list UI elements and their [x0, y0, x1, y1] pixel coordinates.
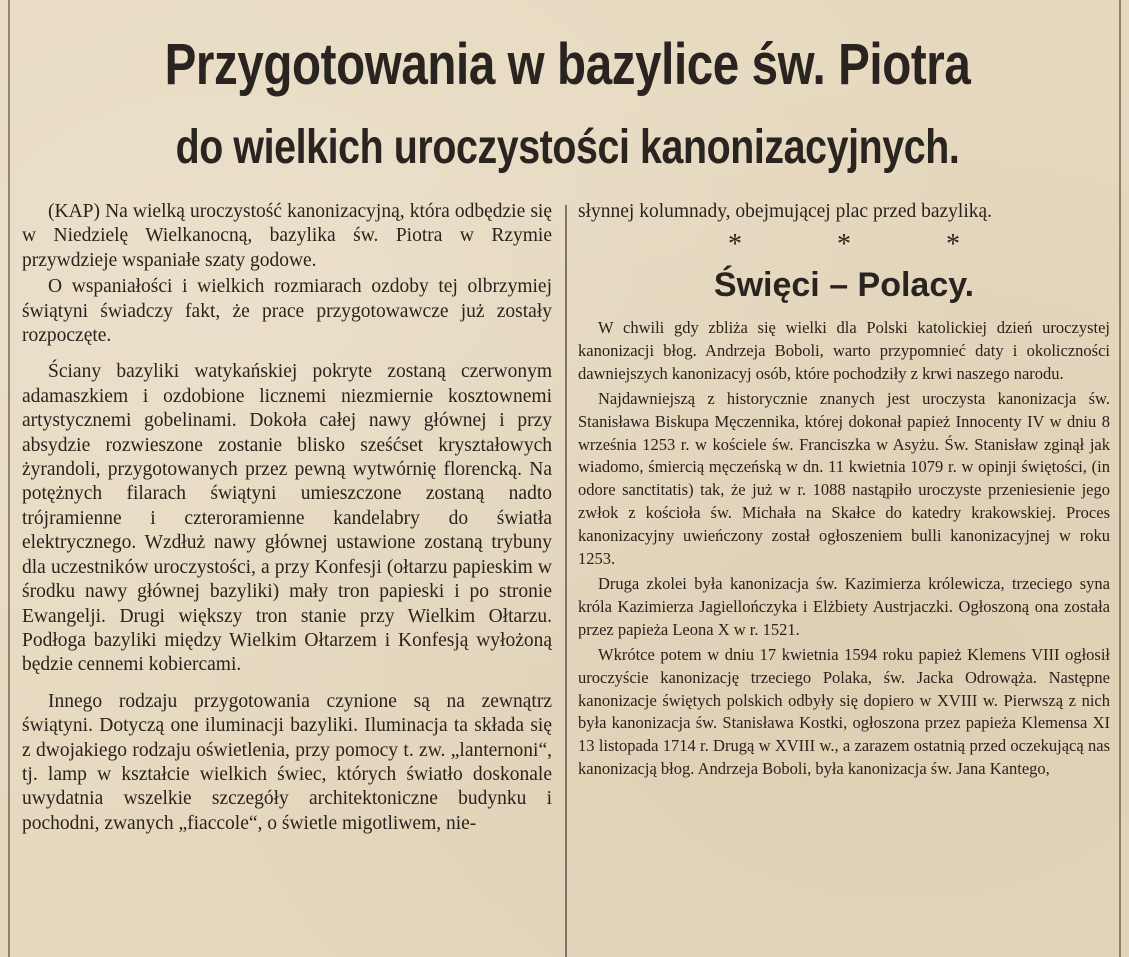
column-divider-rule: [565, 205, 567, 957]
section-paragraph: Wkrótce potem w dniu 17 kwietnia 1594 roku papież Klemens VIII ogłosił uroczyście kanonizację trzeciego Polaka, św. Jacka Odrowąża. Następne kanonizacje świętych polskich odbyły się dopiero w XVIII w. Pierwszą z nich była kanonizacja św. Stanisława Kostki, ogłoszona przez papieża Klemensa XI 13 listopada 1714 r. Drugą w XVIII w., a zarazem ostatnią przed oczekującą nas kanonizacją błog. Andrzeja Boboli, była kanonizacja św. Jana Kantego,: [578, 644, 1110, 779]
section-title: Święci – Polacy.: [713, 266, 975, 304]
section-paragraph: Najdawniejszą z historycznie znanych jest uroczysta kanonizacja św. Stanisława Biskupa Męczennika, której dokonał papież Innocenty IV w dniu 8 września 1253 r. w kościele św. Franciszka w Asyżu. Św. Stanisław zginął jak wiadomo, śmiercią męczeńską w dn. 11 kwietnia 1079 r. w opinji świętości, (in odore sanctitatis) tak, że już w r. 1088 nastąpiło uroczyste przeniesienie jego zwłok z kościoła św. Michała na Skałce do katedry krakowskiej. Proces kanonizacyjny uwieńczony został ogłoszeniem bulli kanonizacyjnej w roku 1253.: [578, 388, 1110, 569]
right-page-edge-rule: [1119, 0, 1121, 957]
article-paragraph: Innego rodzaju przygotowania czynione są na zewnątrz świątyni. Dotyczą one iluminacji bazyliki. Iluminacja ta składa się z dwojakiego rodzaju oświetlenia, przy pomocy t. zw. „lanternoni“, tj. lamp w kształcie wielkich świec, których światło doskonale uwydatnia wszelkie szczegóły architektoniczne budynku i pochodni, zwanych „fiaccole“, o świetle migotliwem, nie-: [22, 690, 552, 834]
article-subheadline: do wielkich uroczystości kanonizacyjnych.: [175, 121, 960, 174]
left-text-column: [22, 200, 552, 957]
continued-paragraph: słynnej kolumnady, obejmującej plac przed bazyliką.: [578, 201, 993, 222]
section-paragraph: W chwili gdy zbliża się wielki dla Polski katolickiej dzień uroczystej kanonizacji błog. Andrzeja Boboli, warto przypomnieć daty i okoliczności dawniejszych kanonizacyj osób, które pochodziły z krwi naszego narodu.: [578, 318, 1110, 383]
left-page-edge-rule: [8, 0, 10, 957]
article-headline: Przygotowania w bazylice św. Piotra: [164, 32, 971, 97]
section-separator-stars: * * *: [728, 229, 1004, 260]
article-paragraph: Ściany bazyliki watykańskiej pokryte zostaną czerwonym adamaszkiem i ozdobione licznemi niezmiernie kosztownemi artystycznemi gobelinami. Dokoła całej nawy głównej i przy absydzie rozwieszone zostanie blisko sześćset kryształowych żyrandoli, przygotowanych przez pewną wytwórnię florencką. Na potężnych filarach świątyni umieszczone zostaną nadto trójramienne i czteroramienne kandelabry do światła elektrycznego. Wzdłuż nawy głównej ustawione zostaną trybuny dla uczestników uroczystości, a przy Konfesji (ołtarzu papieskim w środku nawy głównej bazyliki) mały tron papieski i po stronie Ewangelji. Drugi większy tron stanie przy Wielkim Ołtarzu. Podłoga bazyliki między Wielkim Ołtarzem i Konfesją wyłożoną będzie cennemi kobiercami.: [22, 361, 552, 676]
article-paragraph: (KAP) Na wielką uroczystość kanonizacyjną, która odbędzie się w Niedzielę Wielkanocną, bazylika św. Piotra w Rzymie przywdzieje wspaniałe szaty godowe.: [22, 201, 552, 271]
right-text-column: [578, 200, 1110, 957]
section-paragraph: Druga zkolei była kanonizacja św. Kazimierza królewicza, trzeciego syna króla Kazimierza Jagiellończyka i Elżbiety Austrjaczki. Ogłoszoną ona została przez papieża Leona X w r. 1521.: [578, 573, 1110, 639]
article-paragraph: O wspaniałości i wielkich rozmiarach ozdoby tej olbrzymiej świątyni świadczy fakt, że prace przygotowawcze już zostały rozpoczęte.: [22, 276, 552, 347]
